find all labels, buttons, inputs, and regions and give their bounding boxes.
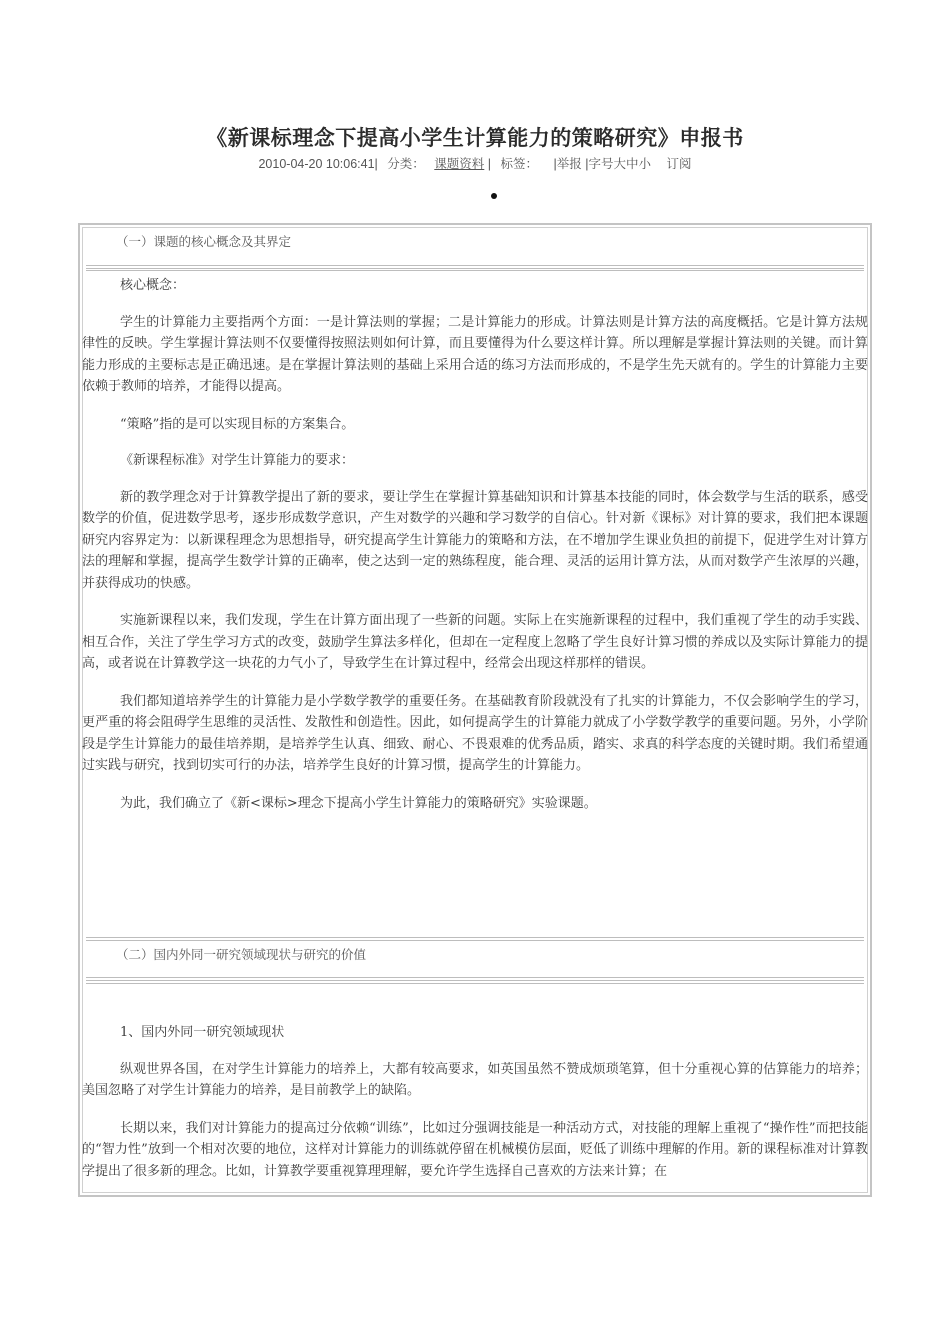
section-divider — [86, 937, 864, 941]
section-divider — [86, 270, 864, 271]
post-datetime: 2010-04-20 10:06:41| — [258, 157, 378, 171]
subscribe-link[interactable]: 订阅 — [666, 157, 692, 171]
font-size-control[interactable]: |字号大中小 — [585, 157, 652, 171]
paragraph: 纵观世界各国，在对学生计算能力的培养上，大都有较高要求，如英国虽然不赞成烦琐笔算，但十分重视心算的估算能力的培养；美国忽略了对学生计算能力的培养，是目前教学上的缺陷。 — [82, 1061, 868, 1098]
section-body-2 — [80, 1022, 870, 1197]
paragraph: 核心概念： — [120, 278, 186, 293]
post-meta — [0, 154, 950, 172]
paragraph: 我们都知道培养学生的计算能力是小学数学教学的重要任务。在基础教育阶段就没有了扎实的计算能力，不仅会影响学生的学习，更严重的将会阻碍学生思维的灵活性、发散性和创造性。因此，如何提高学生的计算能力就成了小学数学教学的重要问题。另外，小学阶段是学生计算能力的最佳培养期，是培养学生认真、细致、耐心、不畏艰难的优秀品质，踏实、求真的科学态度的关键时期。我们希望通过实践与研究，找到切实可行的办法，培养学生良好的计算习惯，提高学生的计算能力。 — [82, 693, 868, 773]
category-label: 分类： — [387, 157, 425, 171]
paragraph: 为此，我们确立了《新<课标>理念下提高小学生计算能力的策略研究》实验课题。 — [120, 795, 597, 811]
paragraph: “策略”指的是可以实现目标的方案集合。 — [120, 416, 355, 432]
paragraph: 学生的计算能力主要指两个方面：一是计算法则的掌握；二是计算能力的形成。计算法则是计算方法的高度概括。它是计算方法规律性的反映。学生掌握计算法则不仅要懂得按照法则如何计算，而且要懂得为什么要这样计算。所以理解是掌握计算法则的关键。而计算能力形成的主要标志是正确迅速。是在掌握计算法则的基础上采用合适的练习方法而形成的，不是学生先天就有的。学生的计算能力主要依赖于教师的培养，才能得以提高。 — [82, 314, 868, 394]
bullet-dot-icon — [491, 193, 497, 199]
paragraph: 长期以来，我们对计算能力的提高过分依赖“训练”，比如过分强调技能是一种活动方式，对技能的理解上重视了“操作性”而把技能的“智力性”放到一个相对次要的地位，这样对计算能力的训练就停留在机械模仿层面，贬低了训练中理解的作用。新的课程标准对计算教学提出了很多新的理念。比如，计算教学要重视算理理解，要允许学生选择自己喜欢的方法来计算；在 — [82, 1120, 868, 1179]
content-frame — [78, 223, 872, 1197]
section-body-1 — [80, 275, 870, 830]
report-link[interactable]: |举报 — [553, 157, 582, 171]
paragraph: 新的教学理念对于计算教学提出了新的要求，要让学生在掌握计算基础知识和计算基本技能的同时，体会数学与生活的联系，感受数学的价值，促进数学思考，逐步形成数学意识，产生对数学的兴趣和学习数学的自信心。针对新《课标》对计算的要求，我们把本课题研究内容界定为：以新课程理念为思想指导，研究提高学生计算能力的策略和方法，在不增加学生课业负担的前提下，促进学生对计算方法的理解和掌握，提高学生数学计算的正确率，使之达到一定的熟练程度，能合理、灵活的运用计算方法，从而对数学产生浓厚的兴趣，并获得成功的快感。 — [82, 489, 868, 591]
meta-separator: | — [487, 157, 492, 171]
category-link[interactable]: 课题资料 — [434, 157, 485, 171]
page-title: 《新课标理念下提高小学生计算能力的策略研究》申报书 — [206, 125, 744, 150]
paragraph: 1、国内外同一研究领域现状 — [120, 1025, 285, 1040]
section-heading-1: （一）课题的核心概念及其界定 — [116, 234, 292, 249]
tags-label: 标签： — [500, 157, 539, 171]
section-divider — [86, 983, 864, 984]
paragraph: 实施新课程以来，我们发现，学生在计算方面出现了一些新的问题。实际上在实施新课程的过程中，我们重视了学生的动手实践、相互合作，关注了学生学习方式的改变，鼓励学生算法多样化，但却在一定程度上忽略了学生良好计算习惯的养成以及实际计算能力的提高，或者说在计算教学这一块花的力气小了，导致学生在计算过程中，经常会出现这样那样的错误。 — [82, 613, 868, 671]
section-divider — [86, 977, 864, 981]
section-divider — [86, 265, 864, 269]
paragraph: 《新课程标准》对学生计算能力的要求： — [120, 453, 355, 468]
section-heading-2: （二）国内外同一研究领域现状与研究的价值 — [116, 947, 367, 962]
